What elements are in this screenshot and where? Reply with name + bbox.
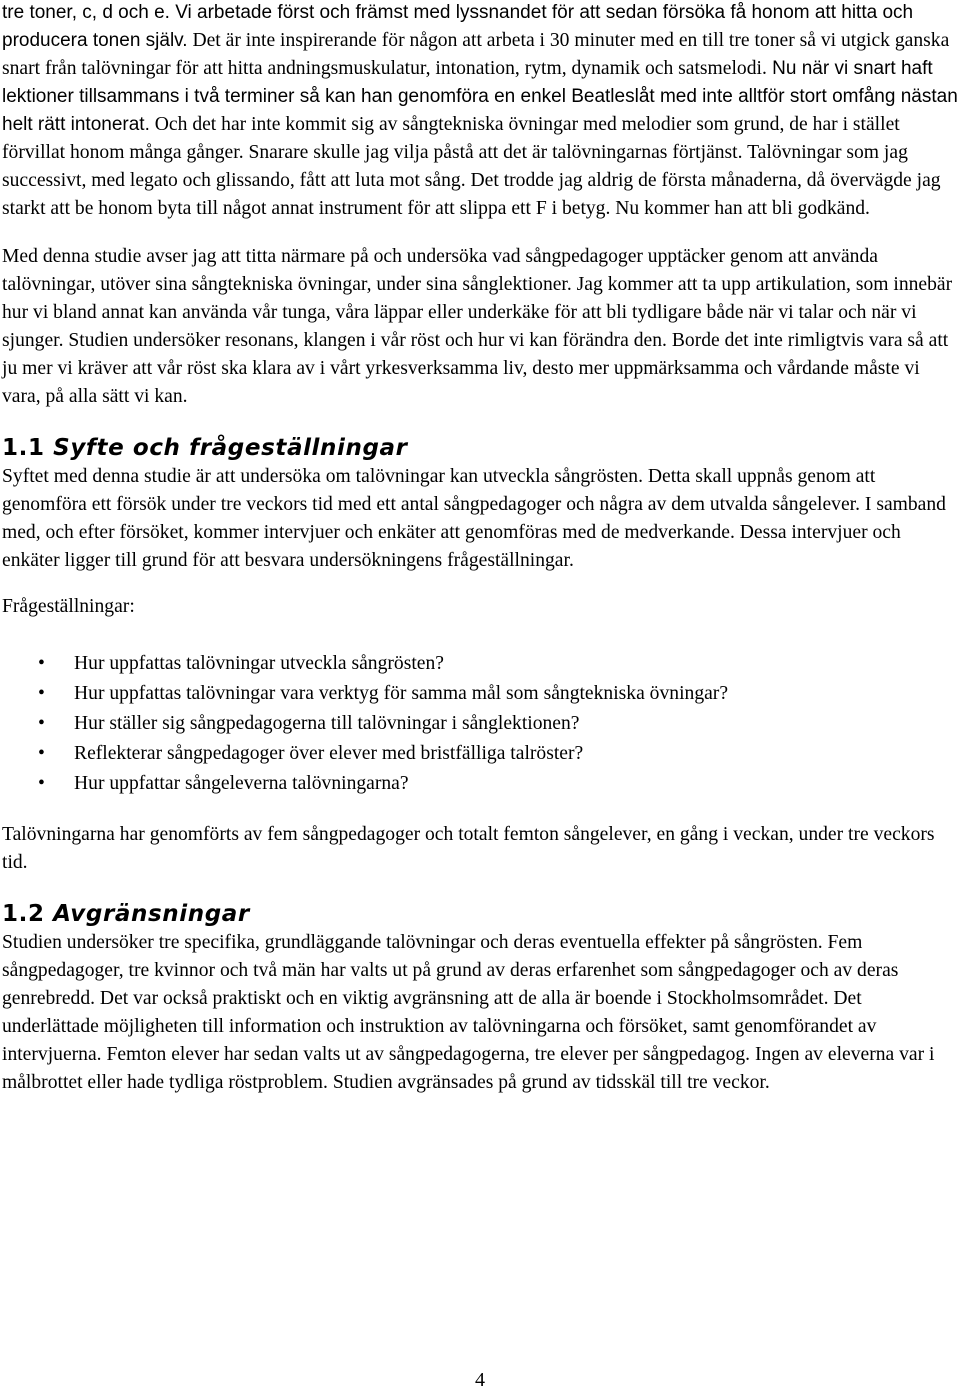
list-item (2, 739, 958, 769)
section-title: Avgränsningar (44, 901, 250, 927)
study-paragraph: Med denna studie avser jag att titta närmare på och undersöka vad sångpedagoger upptäcker genom att använda talövningar, utöver sina sångtekniska övningar, under sina sånglektioner. Jag kommer att ta upp artikulation, som innebär hur vi bland annat kan använda vår tunga, våra läppar eller underkäke för att bli tydligare både när vi talar och när vi sjunger. Studien undersöker resonans, klangen i vår röst och hur vi kan förändra den. Borde det inte rimligtvis vara så att ju mer vi kräver att vår röst ska klara av i vårt yrkesverksamma liv, desto mer uppmärksamma och vårdande måste vi vara, på alla sätt vi kan. (2, 246, 953, 407)
bullet-icon: • (38, 683, 45, 704)
document-page (2, 0, 958, 1097)
intro-sentence-4: Och det har inte kommit sig av sångtekniska övningar med melodier som grund, de har i stället förvillat honom många gånger. (2, 114, 900, 163)
section-title: Syfte och frågeställningar (44, 435, 408, 461)
intro-sentence-6: Talövningar som jag successivt, med legato och glissando, fått att luta mot sång. (2, 142, 908, 191)
intro-sentence-7: Det trodde jag aldrig de första månaderna, då övervägde jag starkt att be honom byta till något annat instrument för att slippa ett F i betyg. Nu kommer han att bli godkänd. (2, 170, 941, 219)
list-item (2, 649, 958, 679)
syfte-paragraph: Syftet med denna studie är att undersöka om talövningar kan utveckla sångrösten. Detta skall uppnås genom att genomföra ett försök under tre veckors tid med ett antal sångpedagoger och några av dem utvalda sångelever. I samband med, och efter försöket, kommer intervjuer och enkäter att genomföras med de medverkande. Dessa intervjuer och enkäter ligger till grund för att besvara undersökningens frågeställningar. (2, 466, 946, 571)
question-text: Hur uppfattas talövningar utveckla sångrösten? (74, 653, 444, 674)
section-heading-avgransningar (2, 899, 958, 929)
question-text: Hur uppfattas talövningar vara verktyg för samma mål som sångtekniska övningar? (74, 683, 729, 704)
intro-paragraph (2, 0, 958, 223)
section-heading-syfte (2, 433, 958, 463)
list-item (2, 769, 958, 799)
section-number: 1.2 (2, 901, 45, 927)
question-text: Hur uppfattar sångeleverna talövningarna? (74, 773, 409, 794)
bullet-icon: • (38, 773, 45, 794)
intro-sentence-3: Nu när vi snart haft lektioner tillsammans i två terminer så kan han genomföra en enkel Beatleslåt med inte alltför stort omfång nästan helt rätt intonerat. (2, 58, 958, 135)
avgransningar-paragraph: Studien undersöker tre specifika, grundläggande talövningar och deras eventuella effekter på sångrösten. Fem sångpedagoger, tre kvinnor och två män har valts ut på grund av deras erfarenhet som sångpedagoger och av deras genrebredd. Det var också praktiskt och en viktig avgränsning att de alla är boende i Stockholmsområdet. Det underlättade möjligheten till information och instruktion av talövningarna och försöket, samt genomförandet av intervjuerna. Femton elever har sedan valts ut av sångpedagogerna, tre elever per sångpedagog. Ingen av eleverna var i målbrottet eller hade tydliga röstproblem. Studien avgränsades på grund av tidsskäl till tre veckor. (2, 932, 935, 1093)
page-number: 4 (475, 1369, 485, 1391)
intro-sentence-5: Snarare skulle jag vilja påstå att det är talövningarnas förtjänst. (243, 142, 743, 163)
bullet-icon: • (38, 743, 45, 764)
section-number: 1.1 (2, 435, 45, 461)
bullet-icon: • (38, 653, 45, 674)
intro-sentence-1: tre toner, c, d och e. Vi arbetade först och främst med lyssnandet för att sedan försöka få honom att hitta och producera tonen själv. (2, 2, 914, 51)
list-item (2, 709, 958, 739)
bullet-icon: • (38, 713, 45, 734)
questions-label: Frågeställningar: (2, 596, 135, 617)
closing-paragraph: Talövningarna har genomförts av fem sångpedagoger och totalt femton sångelever, en gång i veckan, under tre veckors tid. (2, 824, 935, 873)
question-text: Hur ställer sig sångpedagogerna till talövningar i sånglektionen? (74, 713, 580, 734)
question-text: Reflekterar sångpedagoger över elever med bristfälliga talröster? (74, 743, 584, 764)
intro-sentence-2: Det är inte inspirerande för någon att arbeta i 30 minuter med en till tre toner så vi utgick ganska snart från talövningar för att hitta andningsmuskulatur, intonation, rytm, dynamik och satsmelodi. (2, 30, 950, 79)
questions-list (2, 649, 958, 799)
list-item (2, 679, 958, 709)
